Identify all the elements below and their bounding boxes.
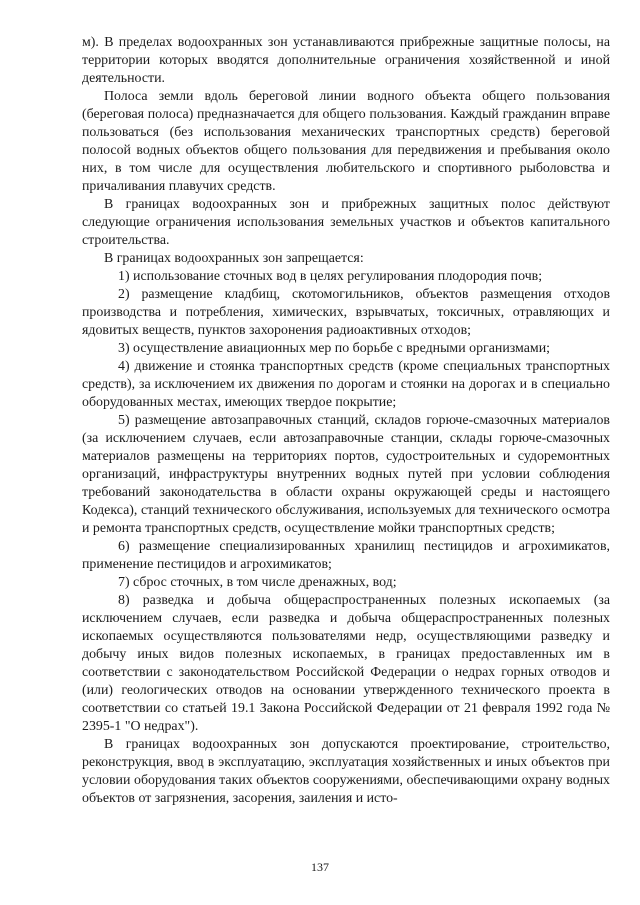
list-item-8: 8) разведка и добыча общераспространенных полезных ископаемых (за исключением случаев, если разведка и добыча общераспространенных полезных ископаемых осуществляются пользователями недр, осуществляющими разведку и добычу иных видов полезных ископаемых, в границах предоставленных им в соответствии с законодательством Российской Федерации о недрах горных отводов и (или) геологических отводов на основании утвержденного технического проекта в соответствии со статьей 19.1 Закона Российской Федерации от 21 февраля 1992 года № 2395-1 "О недрах").	[82, 593, 610, 734]
list-item-4: 4) движение и стоянка транспортных средств (кроме специальных транспортных средств), за исключением их движения по дорогам и стоянки на дорогах и в специально оборудованных местах, имеющих твердое покрытие;	[82, 359, 610, 410]
paragraph-prohibited-heading: В границах водоохранных зон запрещается:	[104, 251, 364, 266]
paragraph-permitted: В границах водоохранных зон допускаются проектирование, строительство, реконструкция, ввод в эксплуатацию, эксплуатация хозяйственных и иных объектов при условии оборудования таких объектов сооружениями, обеспечивающими охрану водных объектов от загрязнения, засорения, заиления и исто-	[82, 737, 610, 806]
list-item-3: 3) осуществление авиационных мер по борьбе с вредными организмами;	[118, 341, 550, 356]
document-body	[82, 34, 610, 808]
paragraph-restrictions-intro: В границах водоохранных зон и прибрежных защитных полос действуют следующие ограничения использования земельных участков и объектов капитального строительства.	[82, 197, 610, 248]
paragraph-continuation: м). В пределах водоохранных зон устанавливаются прибрежные защитные полосы, на территории которых вводятся дополнительные ограничения хозяйственной и иной деятельности.	[82, 35, 610, 86]
list-item-1: 1) использование сточных вод в целях регулирования плодородия почв;	[118, 269, 543, 284]
list-item-6: 6) размещение специализированных хранилищ пестицидов и агрохимикатов, применение пестицидов и агрохимикатов;	[82, 539, 610, 572]
list-item-2: 2) размещение кладбищ, скотомогильников, объектов размещения отходов производства и потребления, химических, взрывчатых, токсичных, отравляющих и ядовитых веществ, пунктов захоронения радиоактивных отходов;	[82, 287, 610, 338]
list-item-7: 7) сброс сточных, в том числе дренажных, вод;	[118, 575, 397, 590]
paragraph-shore-strip: Полоса земли вдоль береговой линии водного объекта общего пользования (береговая полоса) предназначается для общего пользования. Каждый гражданин вправе пользоваться (без использования механических транспортных средств) береговой полосой водных объектов общего пользования для передвижения и пребывания около них, в том числе для осуществления любительского и спортивного рыболовства и причаливания плавучих средств.	[82, 89, 610, 194]
page-number: 137	[311, 860, 329, 874]
list-item-5: 5) размещение автозаправочных станций, складов горюче-смазочных материалов (за исключением случаев, если автозаправочные станции, склады горюче-смазочных материалов размещены на территориях портов, судостроительных и судоремонтных организаций, инфраструктуры внутренних водных путей при условии соблюдения требований законодательства в области охраны окружающей среды и настоящего Кодекса), станций технического обслуживания, используемых для технического осмотра и ремонта транспортных средств, осуществление мойки транспортных средств;	[82, 413, 610, 536]
